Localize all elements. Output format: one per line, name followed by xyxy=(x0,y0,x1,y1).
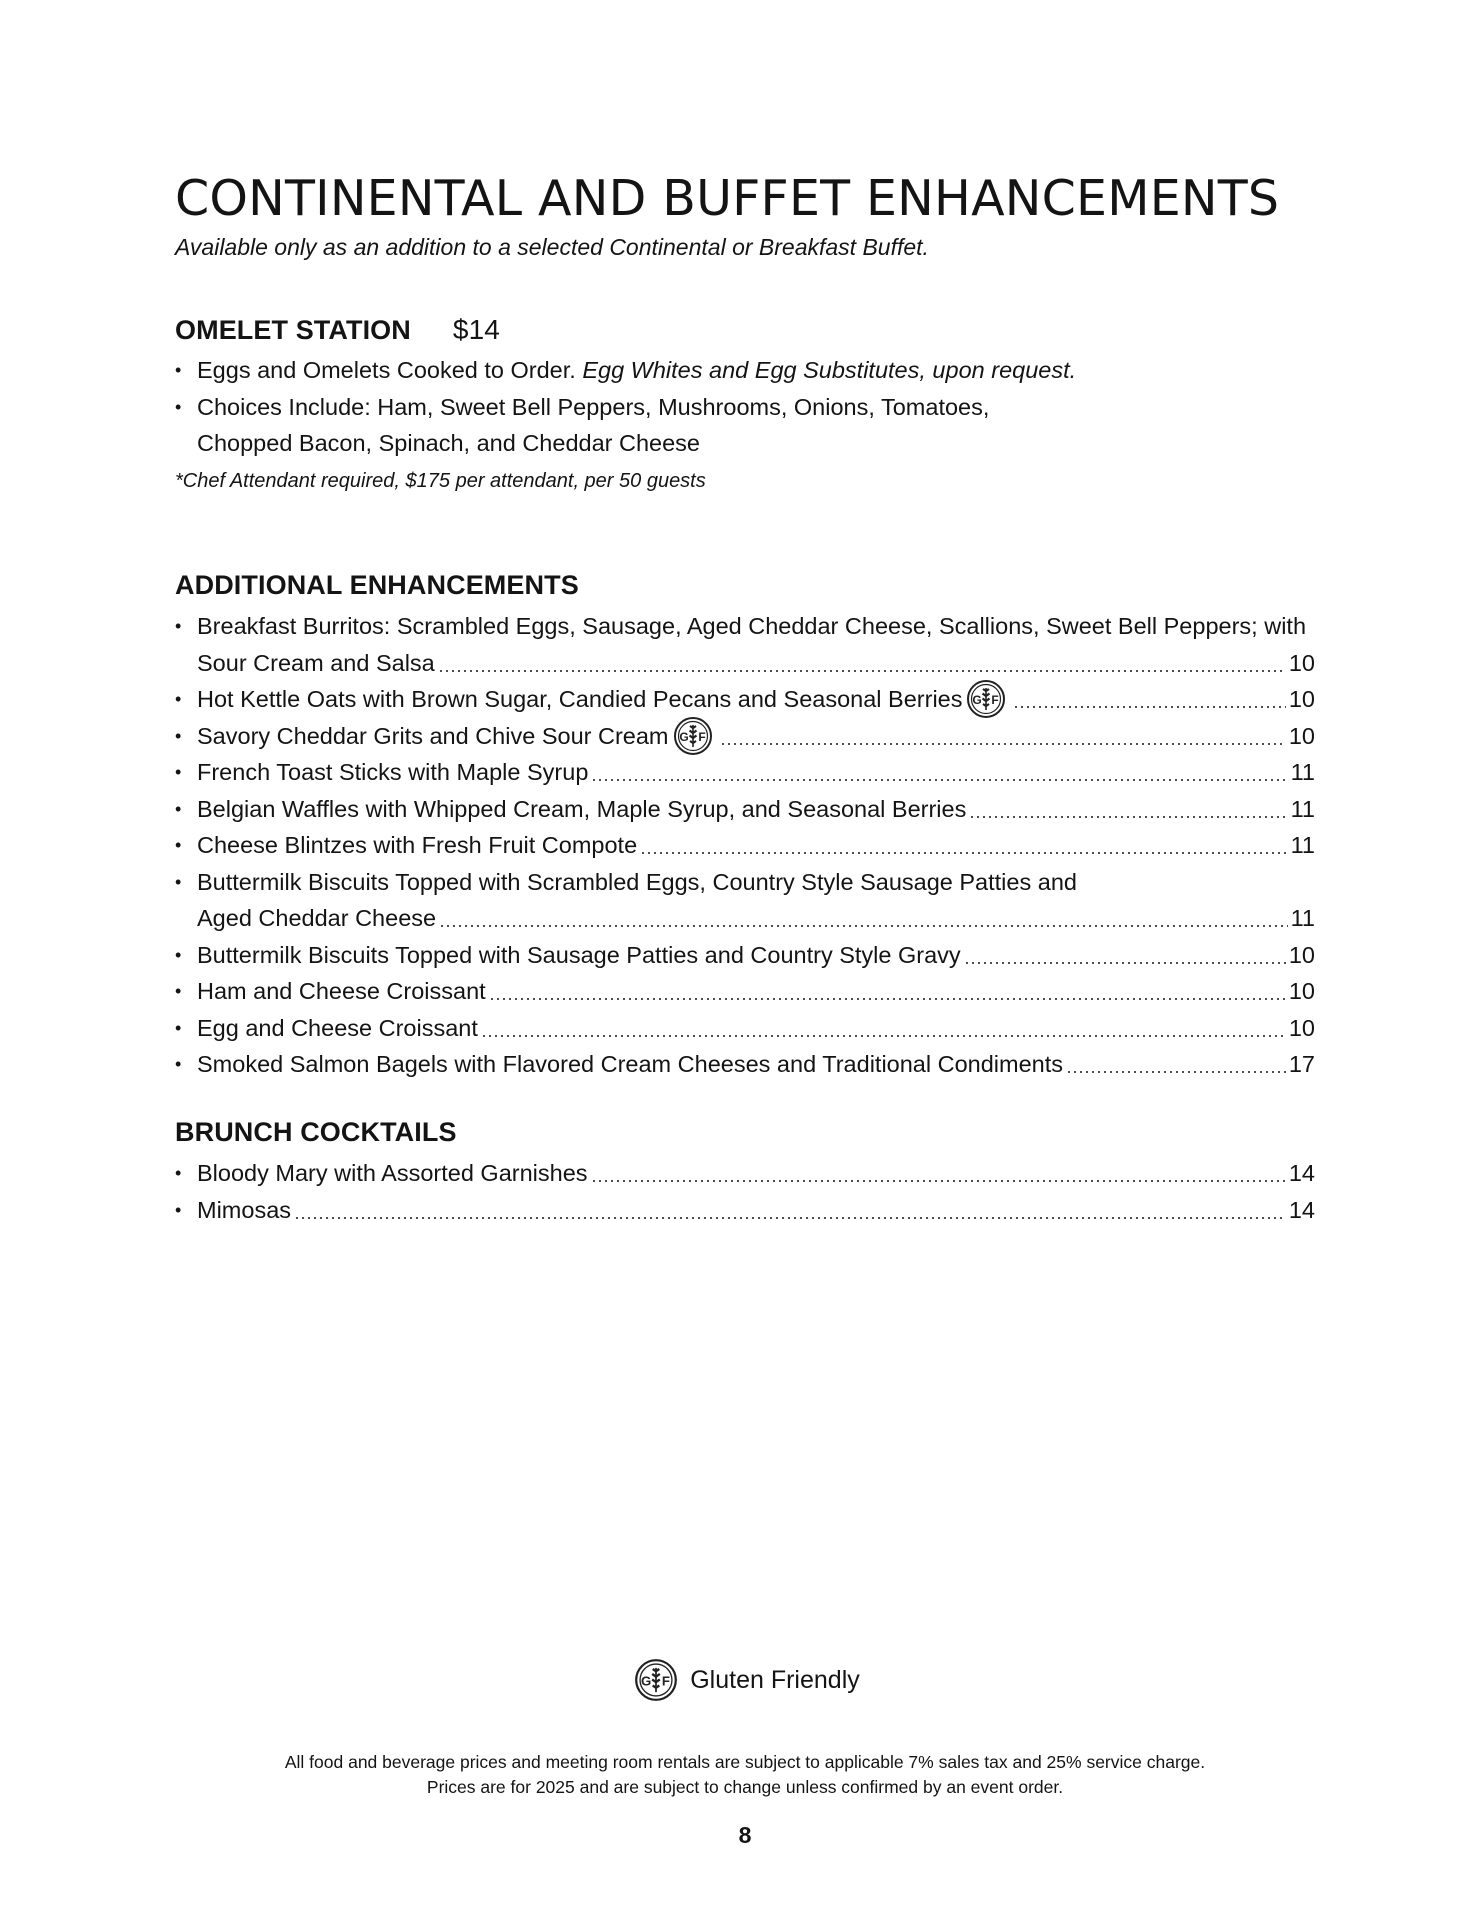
list-item xyxy=(175,352,1315,389)
item-text: Egg and Cheese Croissant xyxy=(197,1014,478,1041)
item-text: Buttermilk Biscuits Topped with Sausage Patties and Country Style Gravy xyxy=(197,941,961,968)
list-item xyxy=(175,937,1315,974)
dot-leader xyxy=(720,742,1286,746)
item-text: Smoked Salmon Bagels with Flavored Cream Cheeses and Traditional Condiments xyxy=(197,1051,1064,1077)
bullet: • xyxy=(175,871,182,892)
item-text: Sour Cream and Salsa xyxy=(197,649,435,676)
additional-enhancements-list xyxy=(175,608,1315,1083)
svg-text:F: F xyxy=(697,729,706,744)
bullet: • xyxy=(175,1199,182,1220)
dot-leader xyxy=(591,1179,1286,1183)
item-price: 10 xyxy=(1288,649,1315,676)
item-price: 11 xyxy=(1290,795,1315,822)
item-text: Mimosas xyxy=(197,1196,292,1223)
item-text: Eggs and Omelets Cooked to Order. xyxy=(197,357,576,383)
list-item xyxy=(175,864,1315,901)
brunch-cocktails-heading: BRUNCH COCKTAILS xyxy=(175,1117,457,1147)
dot-leader xyxy=(1066,1070,1286,1074)
bullet: • xyxy=(175,1054,182,1074)
dot-leader xyxy=(969,815,1287,819)
gluten-friendly-icon xyxy=(634,1658,678,1702)
item-text: Aged Cheddar Cheese xyxy=(197,905,437,931)
item-text: Chopped Bacon, Spinach, and Cheddar Cheese xyxy=(197,430,701,456)
item-text: Savory Cheddar Grits and Chive Sour Cream xyxy=(197,722,669,749)
item-price: 11 xyxy=(1290,905,1315,931)
list-item xyxy=(175,389,1315,426)
bullet: • xyxy=(175,798,182,819)
item-price: 10 xyxy=(1288,722,1315,749)
list-item-continuation xyxy=(175,645,1315,682)
dot-leader xyxy=(640,851,1287,855)
page-title: CONTINENTAL AND BUFFET ENHANCEMENTS xyxy=(175,170,1280,227)
page-number: 8 xyxy=(738,1822,752,1848)
dot-leader xyxy=(439,924,1288,928)
item-price: 10 xyxy=(1288,1014,1315,1041)
bullet: • xyxy=(175,1163,182,1183)
omelet-station-list xyxy=(175,352,1315,462)
dot-leader xyxy=(1013,705,1285,709)
item-price: 11 xyxy=(1290,759,1315,785)
footer-line-prices: Prices are for 2025 and are subject to change unless confirmed by an event order. xyxy=(426,1777,1064,1797)
additional-enhancements-heading: ADDITIONAL ENHANCEMENTS xyxy=(175,570,579,600)
item-price: 10 xyxy=(1288,941,1315,968)
bullet: • xyxy=(175,762,182,782)
bullet: • xyxy=(175,1017,182,1038)
list-item xyxy=(175,1192,1315,1229)
item-text: Breakfast Burritos: Scrambled Eggs, Sausage, Aged Cheddar Cheese, Scallions, Sweet Bell Peppers; with xyxy=(197,613,1307,639)
list-item-continuation xyxy=(175,900,1315,937)
list-item xyxy=(175,718,1315,755)
dot-leader xyxy=(591,778,1287,782)
bullet: • xyxy=(175,981,182,1001)
chef-attendant-note: *Chef Attendant required, $175 per attendant, per 50 guests xyxy=(175,470,706,492)
dot-leader xyxy=(438,669,1286,673)
list-item xyxy=(175,1155,1315,1192)
footer-line-tax: All food and beverage prices and meeting room rentals are subject to applicable 7% sales tax and 25% service charge. xyxy=(284,1752,1206,1772)
bullet: • xyxy=(175,616,182,636)
item-text: Hot Kettle Oats with Brown Sugar, Candied Pecans and Seasonal Berries xyxy=(197,686,963,712)
item-text: French Toast Sticks with Maple Syrup xyxy=(197,759,589,785)
omelet-station-title: OMELET STATION xyxy=(175,315,411,345)
list-item-continuation xyxy=(175,425,1315,462)
svg-text:F: F xyxy=(662,1673,671,1689)
list-item xyxy=(175,791,1315,828)
page-subtitle: Available only as an addition to a selected Continental or Breakfast Buffet. xyxy=(175,234,929,260)
list-item xyxy=(175,827,1315,864)
bullet: • xyxy=(175,360,182,380)
svg-text:F: F xyxy=(991,693,1000,708)
item-price: 10 xyxy=(1288,686,1315,712)
brunch-cocktails-list xyxy=(175,1155,1315,1228)
gluten-friendly-icon xyxy=(966,679,1006,719)
item-text: Choices Include: Ham, Sweet Bell Peppers, Mushrooms, Onions, Tomatoes, xyxy=(197,393,990,420)
item-text: Cheese Blintzes with Fresh Fruit Compote xyxy=(197,832,638,858)
gluten-friendly-icon xyxy=(673,716,713,756)
dot-leader xyxy=(489,997,1286,1001)
omelet-station-price: $14 xyxy=(452,314,500,345)
dot-leader xyxy=(481,1034,1286,1038)
svg-text:G: G xyxy=(641,1673,652,1689)
list-item xyxy=(175,1046,1315,1083)
bullet: • xyxy=(175,689,182,709)
list-item xyxy=(175,608,1315,645)
item-price: 14 xyxy=(1288,1160,1315,1186)
list-item xyxy=(175,754,1315,791)
item-text: Bloody Mary with Assorted Garnishes xyxy=(197,1160,588,1186)
gluten-friendly-legend xyxy=(175,1658,1315,1702)
list-item xyxy=(175,1010,1315,1047)
item-price: 14 xyxy=(1288,1196,1315,1223)
svg-text:G: G xyxy=(678,729,689,744)
legend-label: Gluten Friendly xyxy=(690,1665,860,1694)
item-price: 10 xyxy=(1288,978,1315,1004)
bullet: • xyxy=(175,835,182,855)
dot-leader xyxy=(964,961,1286,965)
item-text: Ham and Cheese Croissant xyxy=(197,978,486,1004)
footer-disclaimer xyxy=(175,1750,1315,1800)
bullet: • xyxy=(175,725,182,746)
item-price: 11 xyxy=(1290,832,1315,858)
bullet: • xyxy=(175,396,182,417)
item-price: 17 xyxy=(1288,1051,1315,1077)
list-item xyxy=(175,681,1315,718)
item-text: Buttermilk Biscuits Topped with Scrambled Eggs, Country Style Sausage Patties and xyxy=(197,868,1077,895)
dot-leader xyxy=(294,1216,1286,1220)
item-text: Belgian Waffles with Whipped Cream, Maple Syrup, and Seasonal Berries xyxy=(197,795,967,822)
svg-text:G: G xyxy=(972,693,983,708)
omelet-station-heading xyxy=(175,314,500,346)
bullet: • xyxy=(175,944,182,965)
item-note: Egg Whites and Egg Substitutes, upon request. xyxy=(582,357,1077,383)
list-item xyxy=(175,973,1315,1010)
